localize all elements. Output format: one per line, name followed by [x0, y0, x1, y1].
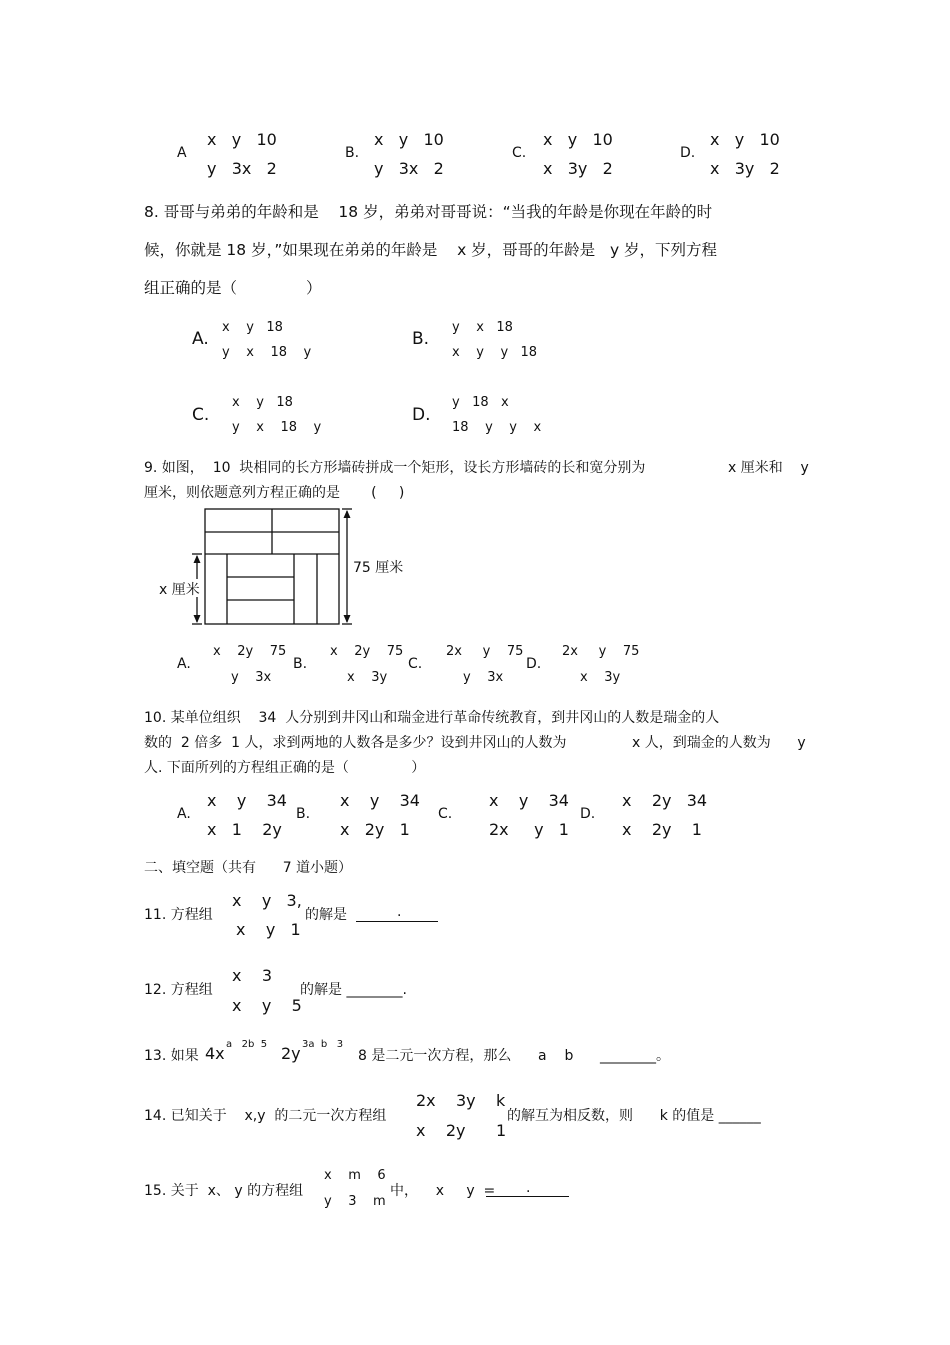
q7-option-c-label: C. [512, 145, 527, 161]
q7-option-a-eq1: x y 10 [207, 130, 277, 149]
q9-option-c-label: C. [408, 656, 423, 672]
q13-term2-exponent: 3a b 3 [302, 1039, 344, 1050]
q13-prefix: 13. 如果 [144, 1048, 199, 1064]
q10-option-d-eq1: x 2y 34 [622, 791, 708, 810]
q10-option-b-eq2: x 2y 1 [340, 820, 410, 839]
q10-option-a-label: A. [177, 806, 191, 822]
q15-eq1: x m 6 [324, 1168, 386, 1183]
q11-prefix: 11. 方程组 [144, 907, 213, 923]
q14-prefix: 14. 已知关于 x,y 的二元一次方程组 [144, 1108, 387, 1124]
q11-eq1: x y 3, [232, 891, 302, 910]
q14-suffix: 的解互为相反数，则 k 的值是 ______ [507, 1108, 761, 1124]
q7-option-d-eq1: x y 10 [710, 130, 780, 149]
q10-option-c-label: C. [438, 806, 453, 822]
q9-option-c-eq2: y 3x [463, 670, 504, 685]
q12-prefix: 12. 方程组 [144, 982, 213, 998]
q9-option-b-eq1: x 2y 75 [330, 644, 404, 659]
q10-option-a-eq2: x 1 2y [207, 820, 282, 839]
q15-blank-dot: . [526, 1180, 531, 1196]
q8-option-b-eq2: x y y 18 [452, 345, 538, 360]
q10-option-c-eq1: x y 34 [489, 791, 569, 810]
q7-option-b-eq2: y 3x 2 [374, 159, 444, 178]
q11-suffix: 的解是 [305, 907, 347, 923]
q9-option-c-eq1: 2x y 75 [446, 644, 524, 659]
q14-eq1: 2x 3y k [416, 1091, 506, 1110]
q15-eq2: y 3 m [324, 1194, 386, 1209]
q8-option-c-eq2: y x 18 y [232, 420, 322, 435]
q15-prefix: 15. 关于 x、 y 的方程组 [144, 1183, 304, 1199]
q8-option-c-eq1: x y 18 [232, 395, 293, 410]
q8-option-d-eq2: 18 y y x [452, 420, 542, 435]
q9-option-a-eq2: y 3x [231, 670, 272, 685]
q8-option-d-label: D. [412, 405, 431, 425]
q10-line-3: 人. 下面所列的方程组正确的是（ ） [144, 760, 426, 776]
q8-option-b-eq1: y x 18 [452, 320, 513, 335]
q8-line-1: 8. 哥哥与弟弟的年龄和是 18 岁，弟弟对哥哥说：“当我的年龄是你现在年龄的时 [144, 203, 713, 221]
q8-option-a-label: A. [192, 329, 209, 349]
q10-option-c-eq2: 2x y 1 [489, 820, 569, 839]
q7-option-d-label: D. [680, 145, 696, 161]
q7-option-c-eq1: x y 10 [543, 130, 613, 149]
q7-option-a-eq2: y 3x 2 [207, 159, 277, 178]
q8-option-a-eq2: y x 18 y [222, 345, 312, 360]
q7-option-b-label: B. [345, 145, 360, 161]
q10-line-2: 数的 2 倍多 1 人，求到两地的人数各是多少？设到井冈山的人数为 [144, 735, 567, 751]
q11-eq2: x y 1 [236, 920, 301, 939]
q9-option-d-eq2: x 3y [580, 670, 621, 685]
q7-option-b-eq1: x y 10 [374, 130, 444, 149]
q9-line-2: 厘米，则依题意列方程正确的是 ( ) [144, 485, 405, 501]
q8-option-d-eq1: y 18 x [452, 395, 509, 410]
q8-option-b-label: B. [412, 329, 430, 349]
q13-suffix: 8 是二元一次方程，那么 a b ________。 [358, 1048, 671, 1064]
q9-option-d-eq1: 2x y 75 [562, 644, 640, 659]
figure-label-x: x 厘米 [159, 582, 200, 598]
q8-line-2: 候，你就是 18 岁，”如果现在弟弟的年龄是 x 岁，哥哥的年龄是 y 岁，下列方程 [144, 241, 718, 259]
q10-line-1: 10. 某单位组织 34 人分别到井冈山和瑞金进行革命传统教育，到井冈山的人数是瑞金的人 [144, 710, 720, 726]
q9-option-b-eq2: x 3y [347, 670, 388, 685]
q12-eq2: x y 5 [232, 996, 302, 1015]
q9-line-1: 9. 如图， 10 块相同的长方形墙砖拼成一个矩形，设长方形墙砖的长和宽分别为 [144, 460, 646, 476]
q7-option-a-label: A [177, 145, 187, 161]
q7-option-c-eq2: x 3y 2 [543, 159, 613, 178]
q7-option-d-eq2: x 3y 2 [710, 159, 780, 178]
q13-term2-base: 2y [281, 1044, 301, 1063]
q15-answer-blank[interactable] [486, 1196, 569, 1197]
q15-suffix: 中， x y = [390, 1183, 496, 1199]
q12-suffix: 的解是 ________. [300, 982, 407, 998]
q9-line-1-right: x 厘米和 y [728, 460, 809, 476]
q13-term1-exponent: a 2b 5 [226, 1039, 268, 1050]
q11-blank-dot: . [397, 904, 402, 920]
q10-option-b-eq1: x y 34 [340, 791, 420, 810]
q9-option-a-label: A. [177, 656, 191, 672]
q8-option-c-label: C. [192, 405, 210, 425]
q10-option-a-eq1: x y 34 [207, 791, 287, 810]
q9-option-a-eq1: x 2y 75 [213, 644, 287, 659]
figure-label-75: 75 厘米 [353, 560, 404, 576]
section-2-heading: 二、填空题（共有 7 道小题） [144, 860, 353, 876]
q12-eq1: x 3 [232, 966, 272, 985]
q9-option-d-label: D. [526, 656, 542, 672]
q10-option-d-label: D. [580, 806, 596, 822]
q11-answer-blank[interactable] [356, 921, 438, 922]
q9-option-b-label: B. [293, 656, 308, 672]
q10-option-d-eq2: x 2y 1 [622, 820, 702, 839]
q9-wall-tiles-figure [155, 505, 415, 630]
q13-term1-base: 4x [205, 1044, 225, 1063]
q8-line-3: 组正确的是（ ） [144, 279, 322, 297]
q10-line-2-right: x 人，到瑞金的人数为 y [632, 735, 806, 751]
q8-option-a-eq1: x y 18 [222, 320, 283, 335]
q14-eq2: x 2y 1 [416, 1121, 507, 1140]
q10-option-b-label: B. [296, 806, 311, 822]
